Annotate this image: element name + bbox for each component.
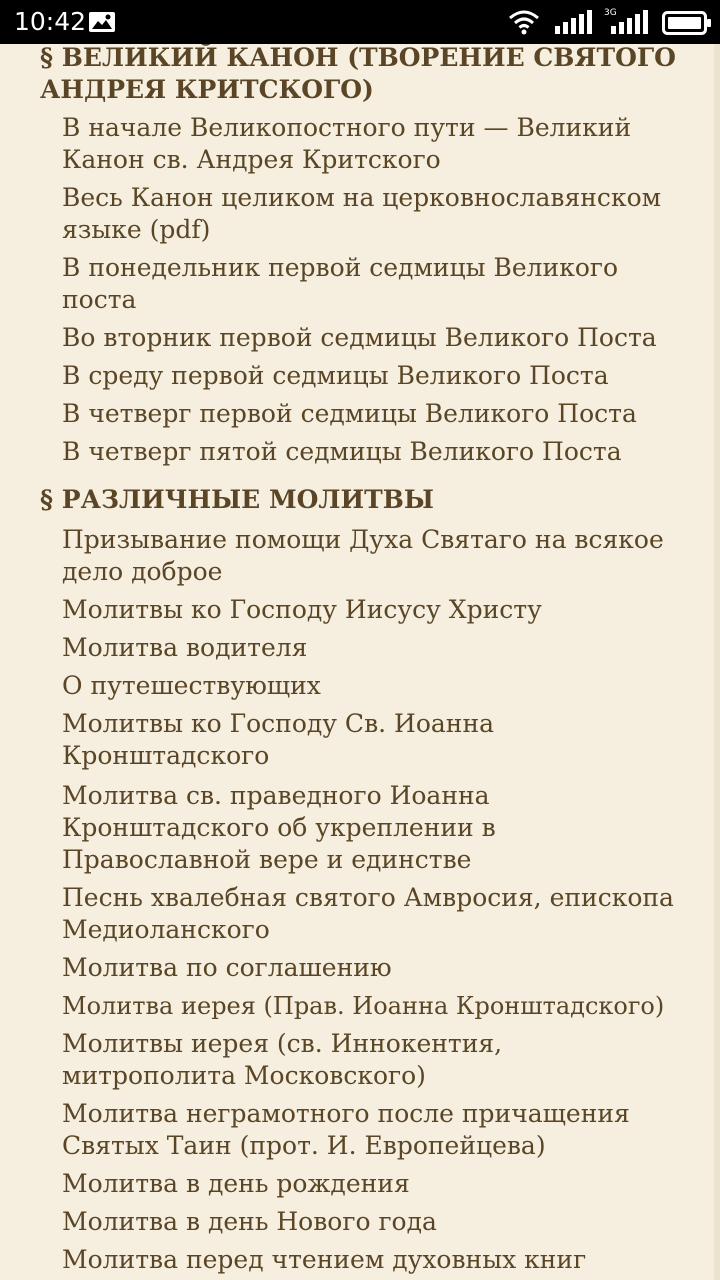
- list-item-line: Кронштадского: [62, 741, 270, 770]
- list-item[interactable]: [62, 670, 321, 702]
- list-item[interactable]: [62, 708, 494, 772]
- list-item-line: Молитва св. праведного Иоанна: [62, 781, 490, 810]
- list-item[interactable]: [62, 780, 496, 876]
- content-list: [0, 44, 720, 1280]
- list-item[interactable]: [62, 436, 622, 468]
- list-item[interactable]: [62, 322, 657, 354]
- list-item-line: Кронштадского об укреплении в: [62, 813, 496, 842]
- list-item-line: Молитва иерея (Прав. Иоанна Кронштадского): [62, 992, 665, 1020]
- list-item-line: Молитва водителя: [62, 633, 308, 662]
- list-item-line: Призывание помощи Духа Святаго на всякое: [62, 525, 664, 554]
- list-item-line: В среду первой седмицы Великого Поста: [62, 361, 609, 390]
- list-item-line: Молитва по соглашению: [62, 953, 392, 982]
- list-item-line: В понедельник первой седмицы Великого: [62, 253, 619, 282]
- list-item[interactable]: [62, 398, 637, 430]
- list-item-line: Святых Таин (прот. И. Европейцева): [62, 1131, 546, 1160]
- list-item[interactable]: [62, 252, 618, 316]
- list-item[interactable]: [62, 182, 661, 246]
- list-item[interactable]: [62, 1206, 437, 1238]
- battery-icon: [662, 11, 712, 35]
- list-item-line: Песнь хвалебная святого Амвросия, епископа: [62, 883, 674, 912]
- list-item-line: Весь Канон целиком на церковнославянском: [62, 183, 662, 212]
- list-item-line: поста: [62, 285, 137, 314]
- list-item-line: дело доброе: [62, 557, 223, 586]
- list-item[interactable]: [62, 1244, 586, 1276]
- section-title-line: АНДРЕЯ КРИТСКОГО): [40, 75, 374, 104]
- list-item-line: В четверг пятой седмицы Великого Поста: [62, 437, 622, 466]
- signal-3g-icon: [604, 8, 654, 36]
- list-item-line: Во вторник первой седмицы Великого Поста: [62, 323, 657, 352]
- list-item-line: Молитва неграмотного после причащения: [62, 1099, 630, 1128]
- list-item-line: Молитва перед чтением духовных книг: [62, 1245, 587, 1274]
- list-item[interactable]: [62, 524, 664, 588]
- list-item[interactable]: [62, 990, 664, 1022]
- status-time: 10:42: [14, 7, 87, 36]
- signal-icon: [554, 10, 594, 34]
- list-item-line: Канон св. Андрея Критского: [62, 145, 441, 174]
- list-item-line: языке (pdf): [62, 215, 211, 244]
- list-item[interactable]: [62, 632, 307, 664]
- list-item[interactable]: [62, 1028, 502, 1092]
- list-item-line: В четверг первой седмицы Великого Поста: [62, 399, 637, 428]
- list-item-line: митрополита Московского): [62, 1061, 426, 1090]
- notification-icon: [88, 11, 116, 33]
- list-item-line: Молитвы ко Господу Св. Иоанна: [62, 709, 495, 738]
- network-label: 3G: [604, 8, 617, 18]
- list-item[interactable]: [62, 360, 609, 392]
- list-item-line: Молитвы ко Господу Иисусу Христу: [62, 595, 542, 624]
- list-item-line: В начале Великопостного пути — Великий: [62, 113, 632, 142]
- wifi-icon: [508, 9, 540, 35]
- list-item[interactable]: [62, 594, 542, 626]
- list-item-line: О путешествующих: [62, 671, 321, 700]
- list-item[interactable]: [62, 112, 631, 176]
- section-title-various-prayers: [40, 484, 680, 516]
- list-item[interactable]: [62, 1168, 410, 1200]
- list-item-line: Молитва в день рождения: [62, 1169, 410, 1198]
- list-item-line: Молитва в день Нового года: [62, 1207, 437, 1236]
- section-title-line: § ВЕЛИКИЙ КАНОН (ТВОРЕНИЕ СВЯТОГО: [40, 44, 676, 72]
- status-bar: [0, 0, 720, 44]
- list-item[interactable]: [62, 952, 392, 984]
- list-item[interactable]: [62, 1098, 630, 1162]
- section-title-line: § РАЗЛИЧНЫЕ МОЛИТВЫ: [40, 485, 434, 514]
- list-item[interactable]: [62, 882, 674, 946]
- section-title-great-canon: [40, 44, 680, 106]
- list-item-line: Медиоланского: [62, 915, 270, 944]
- list-item-line: Молитвы иерея (св. Иннокентия,: [62, 1029, 503, 1058]
- list-item-line: Православной вере и единстве: [62, 845, 472, 874]
